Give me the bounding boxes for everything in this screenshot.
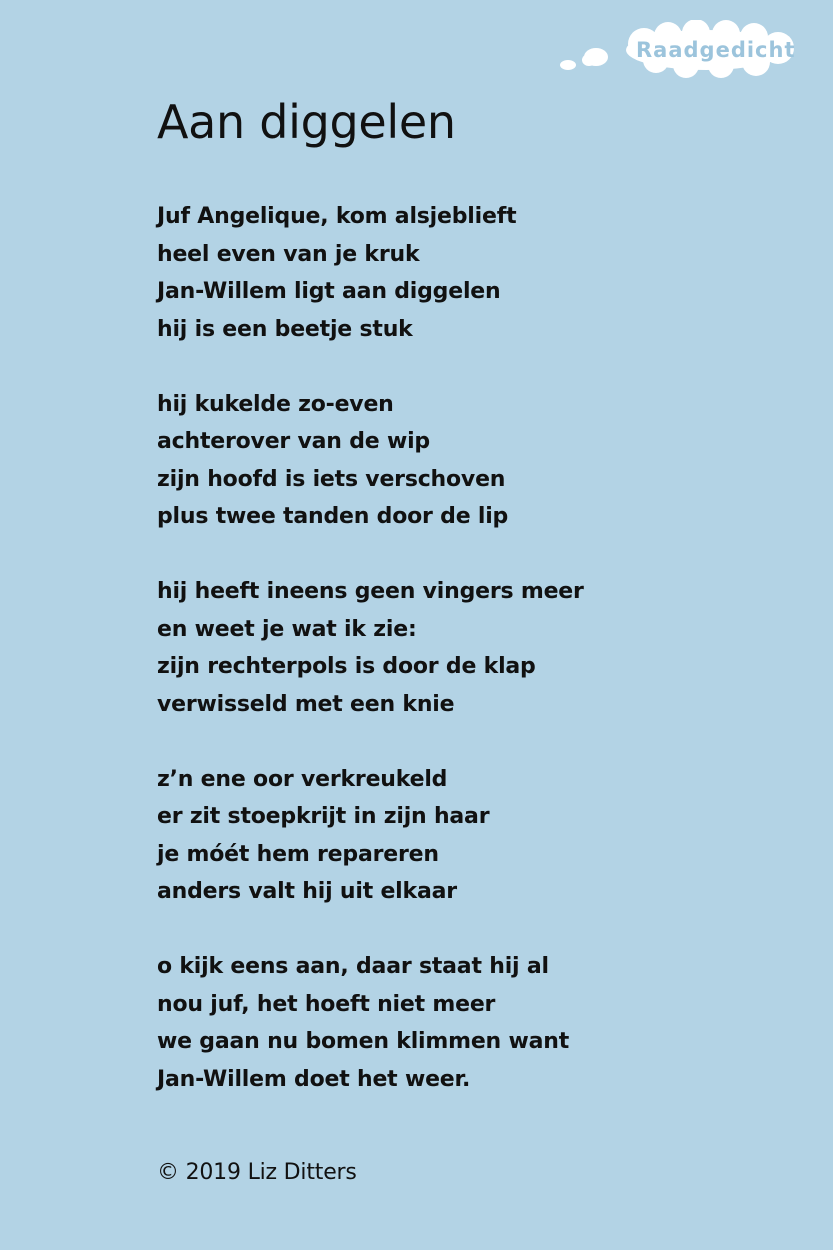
logo-text: Raadgedicht: [636, 38, 796, 62]
poem-title: Aan diggelen: [157, 95, 456, 149]
poem-line: nou juf, het hoeft niet meer: [157, 991, 496, 1017]
stanza-1: [157, 198, 584, 348]
poem-line: zijn rechterpols is door de klap: [157, 654, 536, 679]
poem-line: hij heeft ineens geen vingers meer: [157, 579, 584, 604]
poem-line: plus twee tanden door de lip: [157, 504, 509, 529]
poem-line: z’n ene oor verkreukeld: [157, 766, 448, 792]
poem-line: Jan-Willem ligt aan diggelen: [157, 279, 501, 304]
poem-line: hij is een beetje stuk: [157, 316, 413, 342]
stanza-5: [157, 948, 584, 1098]
stanza-3: [157, 573, 584, 723]
poem-line: we gaan nu bomen klimmen want: [157, 1029, 570, 1054]
raadgedicht-logo: [556, 20, 802, 80]
poem-line: en weet je wat ik zie:: [157, 616, 417, 642]
poem-line: heel even van je kruk: [157, 241, 420, 267]
poem-line: zijn hoofd is iets verschoven: [157, 466, 506, 492]
poem-line: er zit stoepkrijt in zijn haar: [157, 804, 490, 829]
poem-line: anders valt hij uit elkaar: [157, 879, 457, 904]
copyright-notice: © 2019 Liz Ditters: [157, 1160, 357, 1185]
poem-line: verwisseld met een knie: [157, 691, 455, 717]
poem-line: hij kukelde zo-even: [157, 391, 394, 417]
poem-line: achterover van de wip: [157, 429, 430, 454]
poem-line: Juf Angelique, kom alsjeblieft: [157, 204, 517, 229]
poem-line: Jan-Willem doet het weer.: [157, 1066, 471, 1092]
stanza-2: [157, 386, 584, 536]
poem-line: je móét hem repareren: [157, 841, 439, 867]
stanza-4: [157, 761, 584, 911]
thought-cloud-icon: [556, 20, 802, 80]
poem-body: [157, 198, 584, 1136]
poem-line: o kijk eens aan, daar staat hij al: [157, 954, 549, 979]
